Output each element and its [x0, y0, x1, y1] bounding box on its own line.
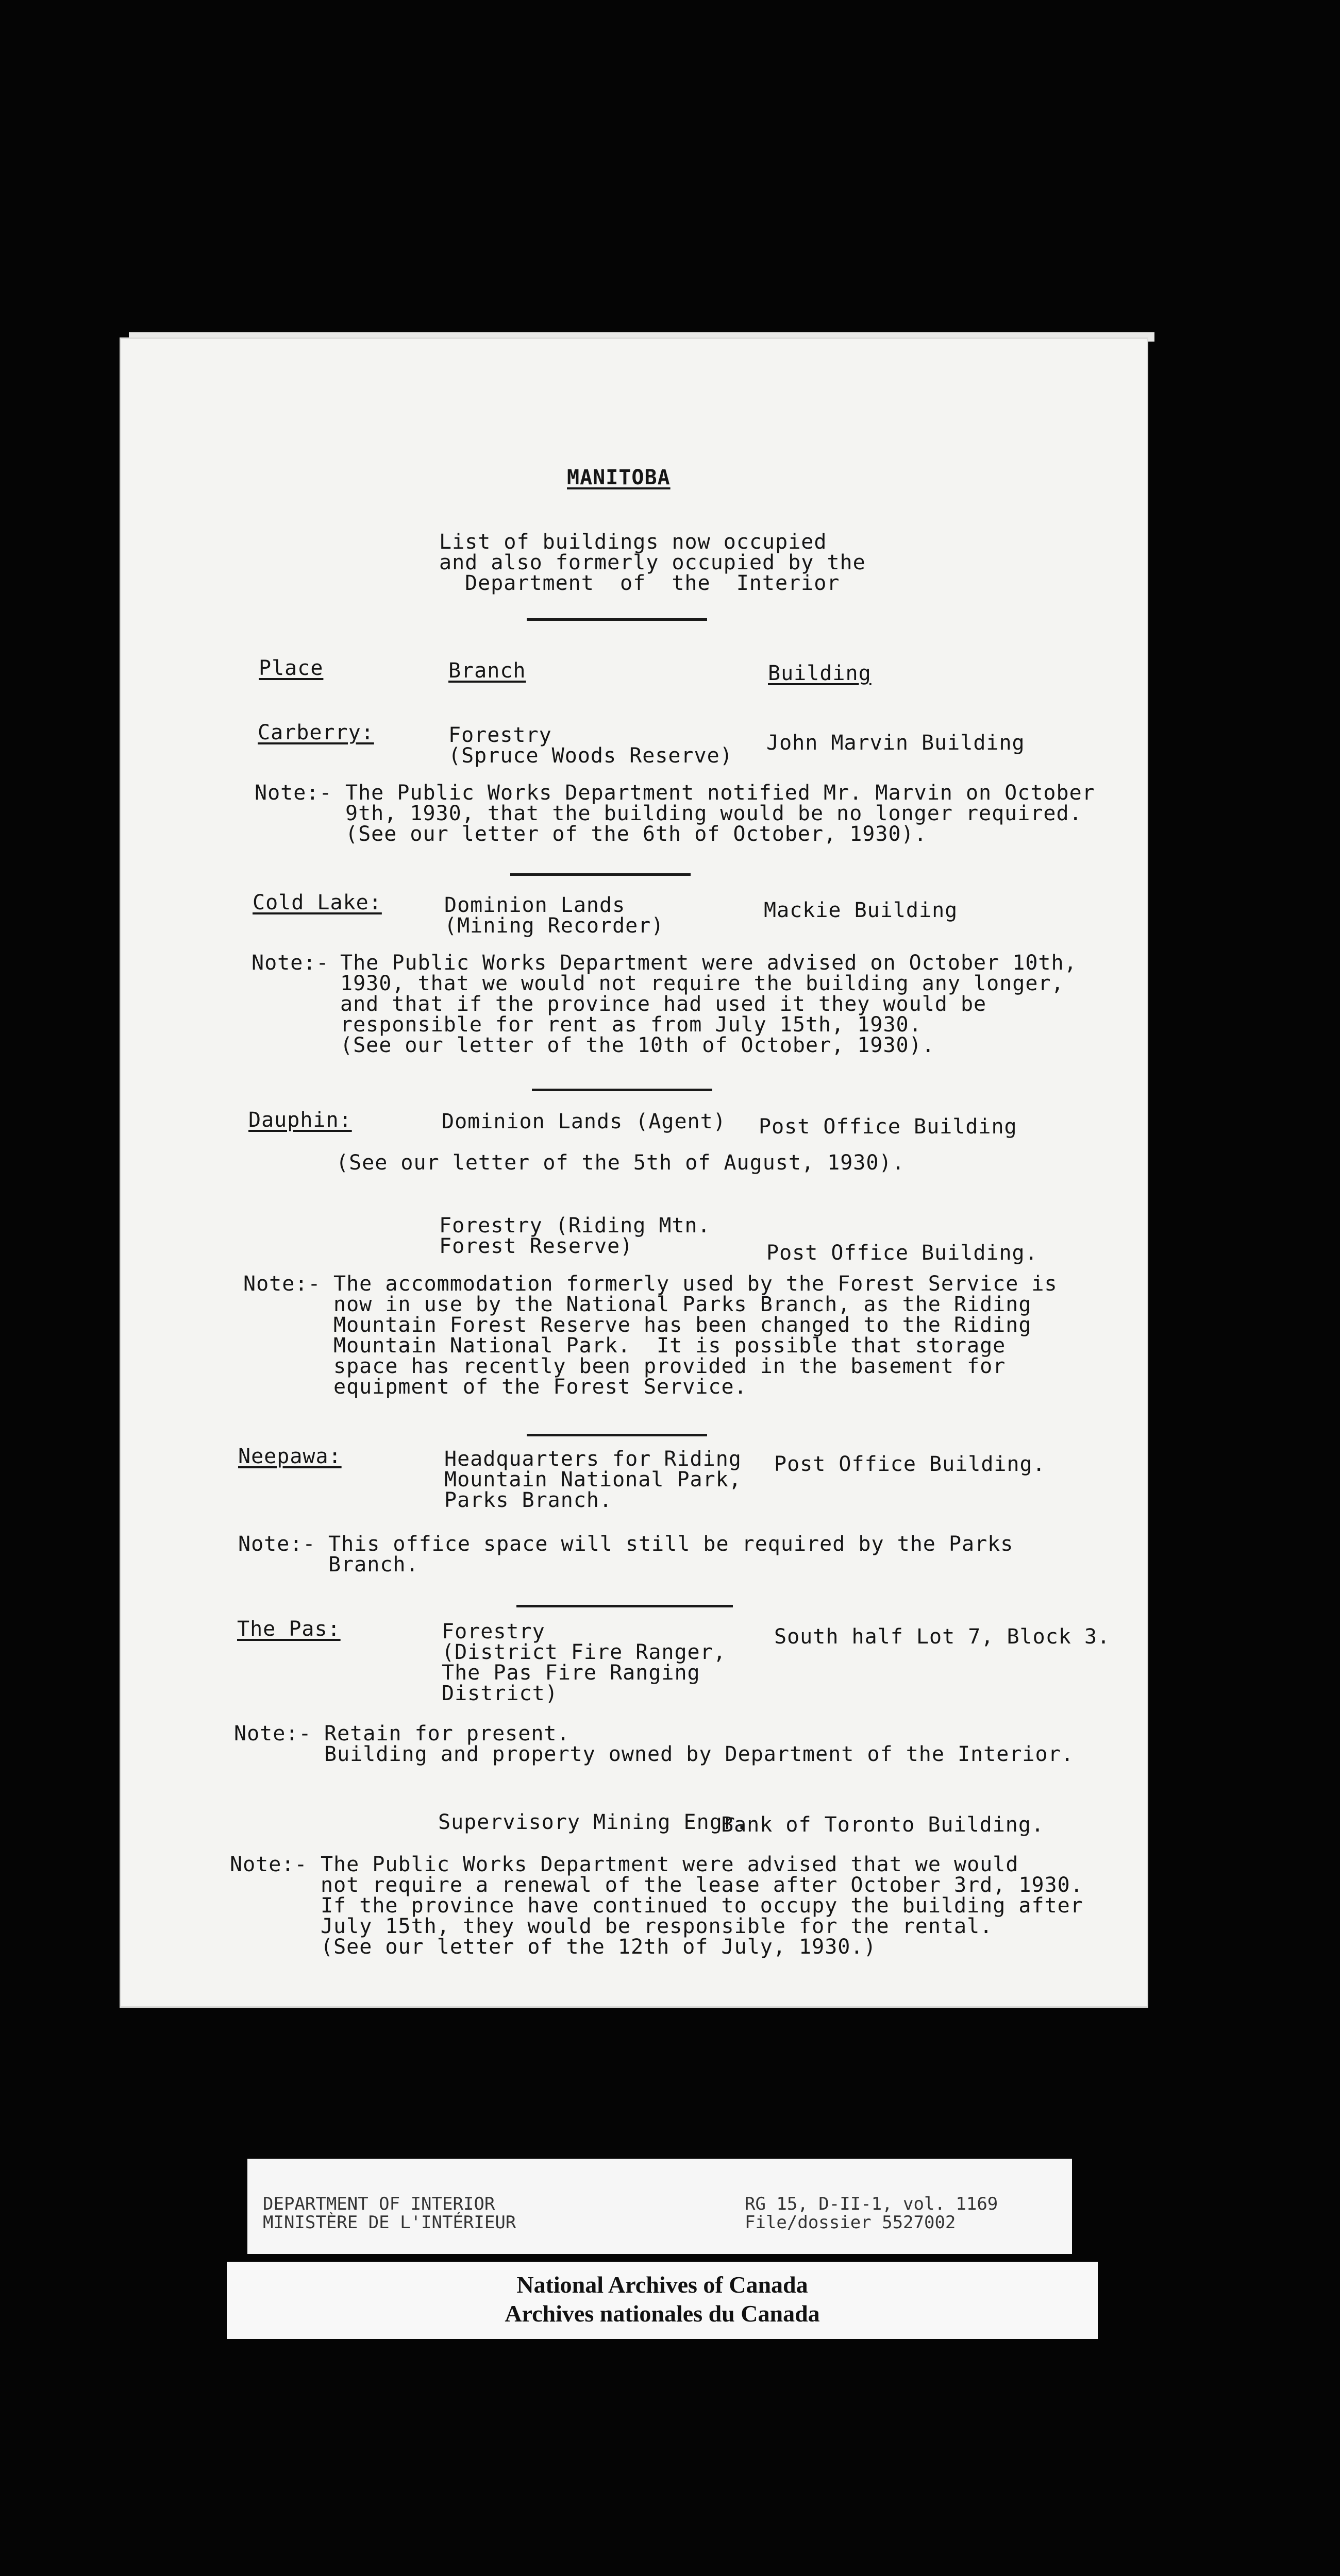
branch-line: Mountain National Park,	[444, 1468, 742, 1492]
divider	[516, 1605, 733, 1607]
branch-line: Dominion Lands	[444, 893, 626, 917]
note-line: July 15th, they would be responsible for the rental.	[321, 1914, 993, 1938]
note-label: Note:-	[230, 1853, 308, 1876]
note-line: 9th, 1930, that the building would be no longer required.	[345, 802, 1082, 825]
place-carberry: Carberry:	[258, 721, 374, 744]
note-line: The Public Works Department were advised on October 10th,	[340, 951, 1077, 975]
file-number: File/dossier 5527002	[745, 2212, 956, 2233]
letter-reference: (See our letter of the 5th of August, 1930).	[336, 1151, 905, 1175]
branch-line: (District Fire Ranger,	[442, 1640, 726, 1664]
note-line: Mountain Forest Reserve has been changed to the Riding	[333, 1313, 1032, 1337]
department-en: DEPARTMENT OF INTERIOR	[263, 2194, 495, 2214]
divider	[532, 1089, 712, 1091]
building-neepawa: Post Office Building.	[774, 1452, 1046, 1476]
archives-name-fr: Archives nationales du Canada	[505, 2300, 820, 2327]
note-label: Note:-	[255, 781, 332, 805]
intro-line-2: and also formerly occupied by the	[439, 551, 866, 574]
branch-line: Forestry	[448, 723, 552, 747]
note-line: Branch.	[328, 1553, 419, 1577]
note-line: responsible for rent as from July 15th, 1930.	[340, 1013, 922, 1037]
note-line: Mountain National Park. It is possible that storage	[333, 1334, 1006, 1358]
note-line: This office space will still be required by the Parks	[328, 1532, 1014, 1556]
note-line: and that if the province had used it they would be	[340, 992, 987, 1016]
branch-mining-engr: Supervisory Mining Engr.	[438, 1810, 748, 1834]
note-line: equipment of the Forest Service.	[333, 1375, 747, 1399]
archive-reference-label	[247, 2159, 1072, 2254]
intro-line-1: List of buildings now occupied	[439, 530, 827, 554]
header-branch: Branch	[448, 659, 526, 683]
note-label: Note:-	[252, 951, 329, 975]
note-line: Retain for present.	[324, 1722, 570, 1745]
archives-banner	[227, 2262, 1098, 2339]
branch-line: Forestry (Riding Mtn.	[439, 1214, 711, 1238]
branch-line: Forest Reserve)	[439, 1234, 633, 1258]
document-page	[120, 337, 1148, 2008]
note-label: Note:-	[234, 1722, 312, 1745]
divider	[510, 873, 691, 876]
note-line: Building and property owned by Department of the Interior.	[324, 1742, 1074, 1766]
divider	[527, 618, 707, 621]
note-label: Note:-	[243, 1272, 321, 1296]
note-line: The Public Works Department notified Mr. Marvin on October	[345, 781, 1095, 805]
building-cold-lake: Mackie Building	[764, 899, 958, 922]
note-line: The Public Works Department were advised that we would	[321, 1853, 1019, 1876]
building-dauphin: Post Office Building	[759, 1115, 1017, 1139]
note-line: (See our letter of the 6th of October, 1930).	[345, 822, 927, 846]
header-building: Building	[768, 662, 872, 685]
header-place: Place	[259, 656, 324, 680]
branch-line: The Pas Fire Ranging	[442, 1661, 700, 1685]
record-group-reference: RG 15, D-II-1, vol. 1169	[745, 2194, 998, 2214]
branch-line: Parks Branch.	[444, 1488, 613, 1512]
note-line: not require a renewal of the lease after October 3rd, 1930.	[321, 1873, 1083, 1897]
place-neepawa: Neepawa:	[238, 1445, 342, 1468]
note-line: 1930, that we would not require the building any longer,	[340, 972, 1064, 995]
branch-line: (Spruce Woods Reserve)	[448, 744, 733, 768]
place-dauphin: Dauphin:	[248, 1108, 352, 1132]
note-line: (See our letter of the 12th of July, 1930.)	[321, 1935, 877, 1959]
place-cold-lake: Cold Lake:	[253, 891, 382, 914]
branch-line: (Mining Recorder)	[444, 914, 664, 938]
branch-dauphin: Dominion Lands (Agent)	[442, 1110, 726, 1133]
department-fr: MINISTÈRE DE L'INTÉRIEUR	[263, 2212, 516, 2233]
building-bank-of-toronto: Bank of Toronto Building.	[721, 1813, 1045, 1837]
note-line: space has recently been provided in the basement for	[333, 1354, 1006, 1378]
intro-line-3: Department of the Interior	[465, 571, 840, 595]
note-line: (See our letter of the 10th of October, 1930).	[340, 1033, 935, 1057]
archives-name-en: National Archives of Canada	[516, 2272, 808, 2298]
document-title: MANITOBA	[567, 466, 671, 489]
branch-line: Headquarters for Riding	[444, 1447, 742, 1471]
note-line: The accommodation formerly used by the Forest Service is	[333, 1272, 1058, 1296]
note-label: Note:-	[238, 1532, 316, 1556]
branch-line: District)	[442, 1682, 558, 1705]
note-line: If the province have continued to occupy the building after	[321, 1894, 1083, 1918]
building-the-pas: South half Lot 7, Block 3.	[774, 1625, 1111, 1649]
note-line: now in use by the National Parks Branch, as the Riding	[333, 1293, 1032, 1316]
place-the-pas: The Pas:	[237, 1617, 341, 1641]
building-dauphin-forestry: Post Office Building.	[766, 1241, 1038, 1265]
divider	[527, 1434, 707, 1436]
building-carberry: John Marvin Building	[766, 731, 1025, 755]
branch-line: Forestry	[442, 1620, 545, 1643]
